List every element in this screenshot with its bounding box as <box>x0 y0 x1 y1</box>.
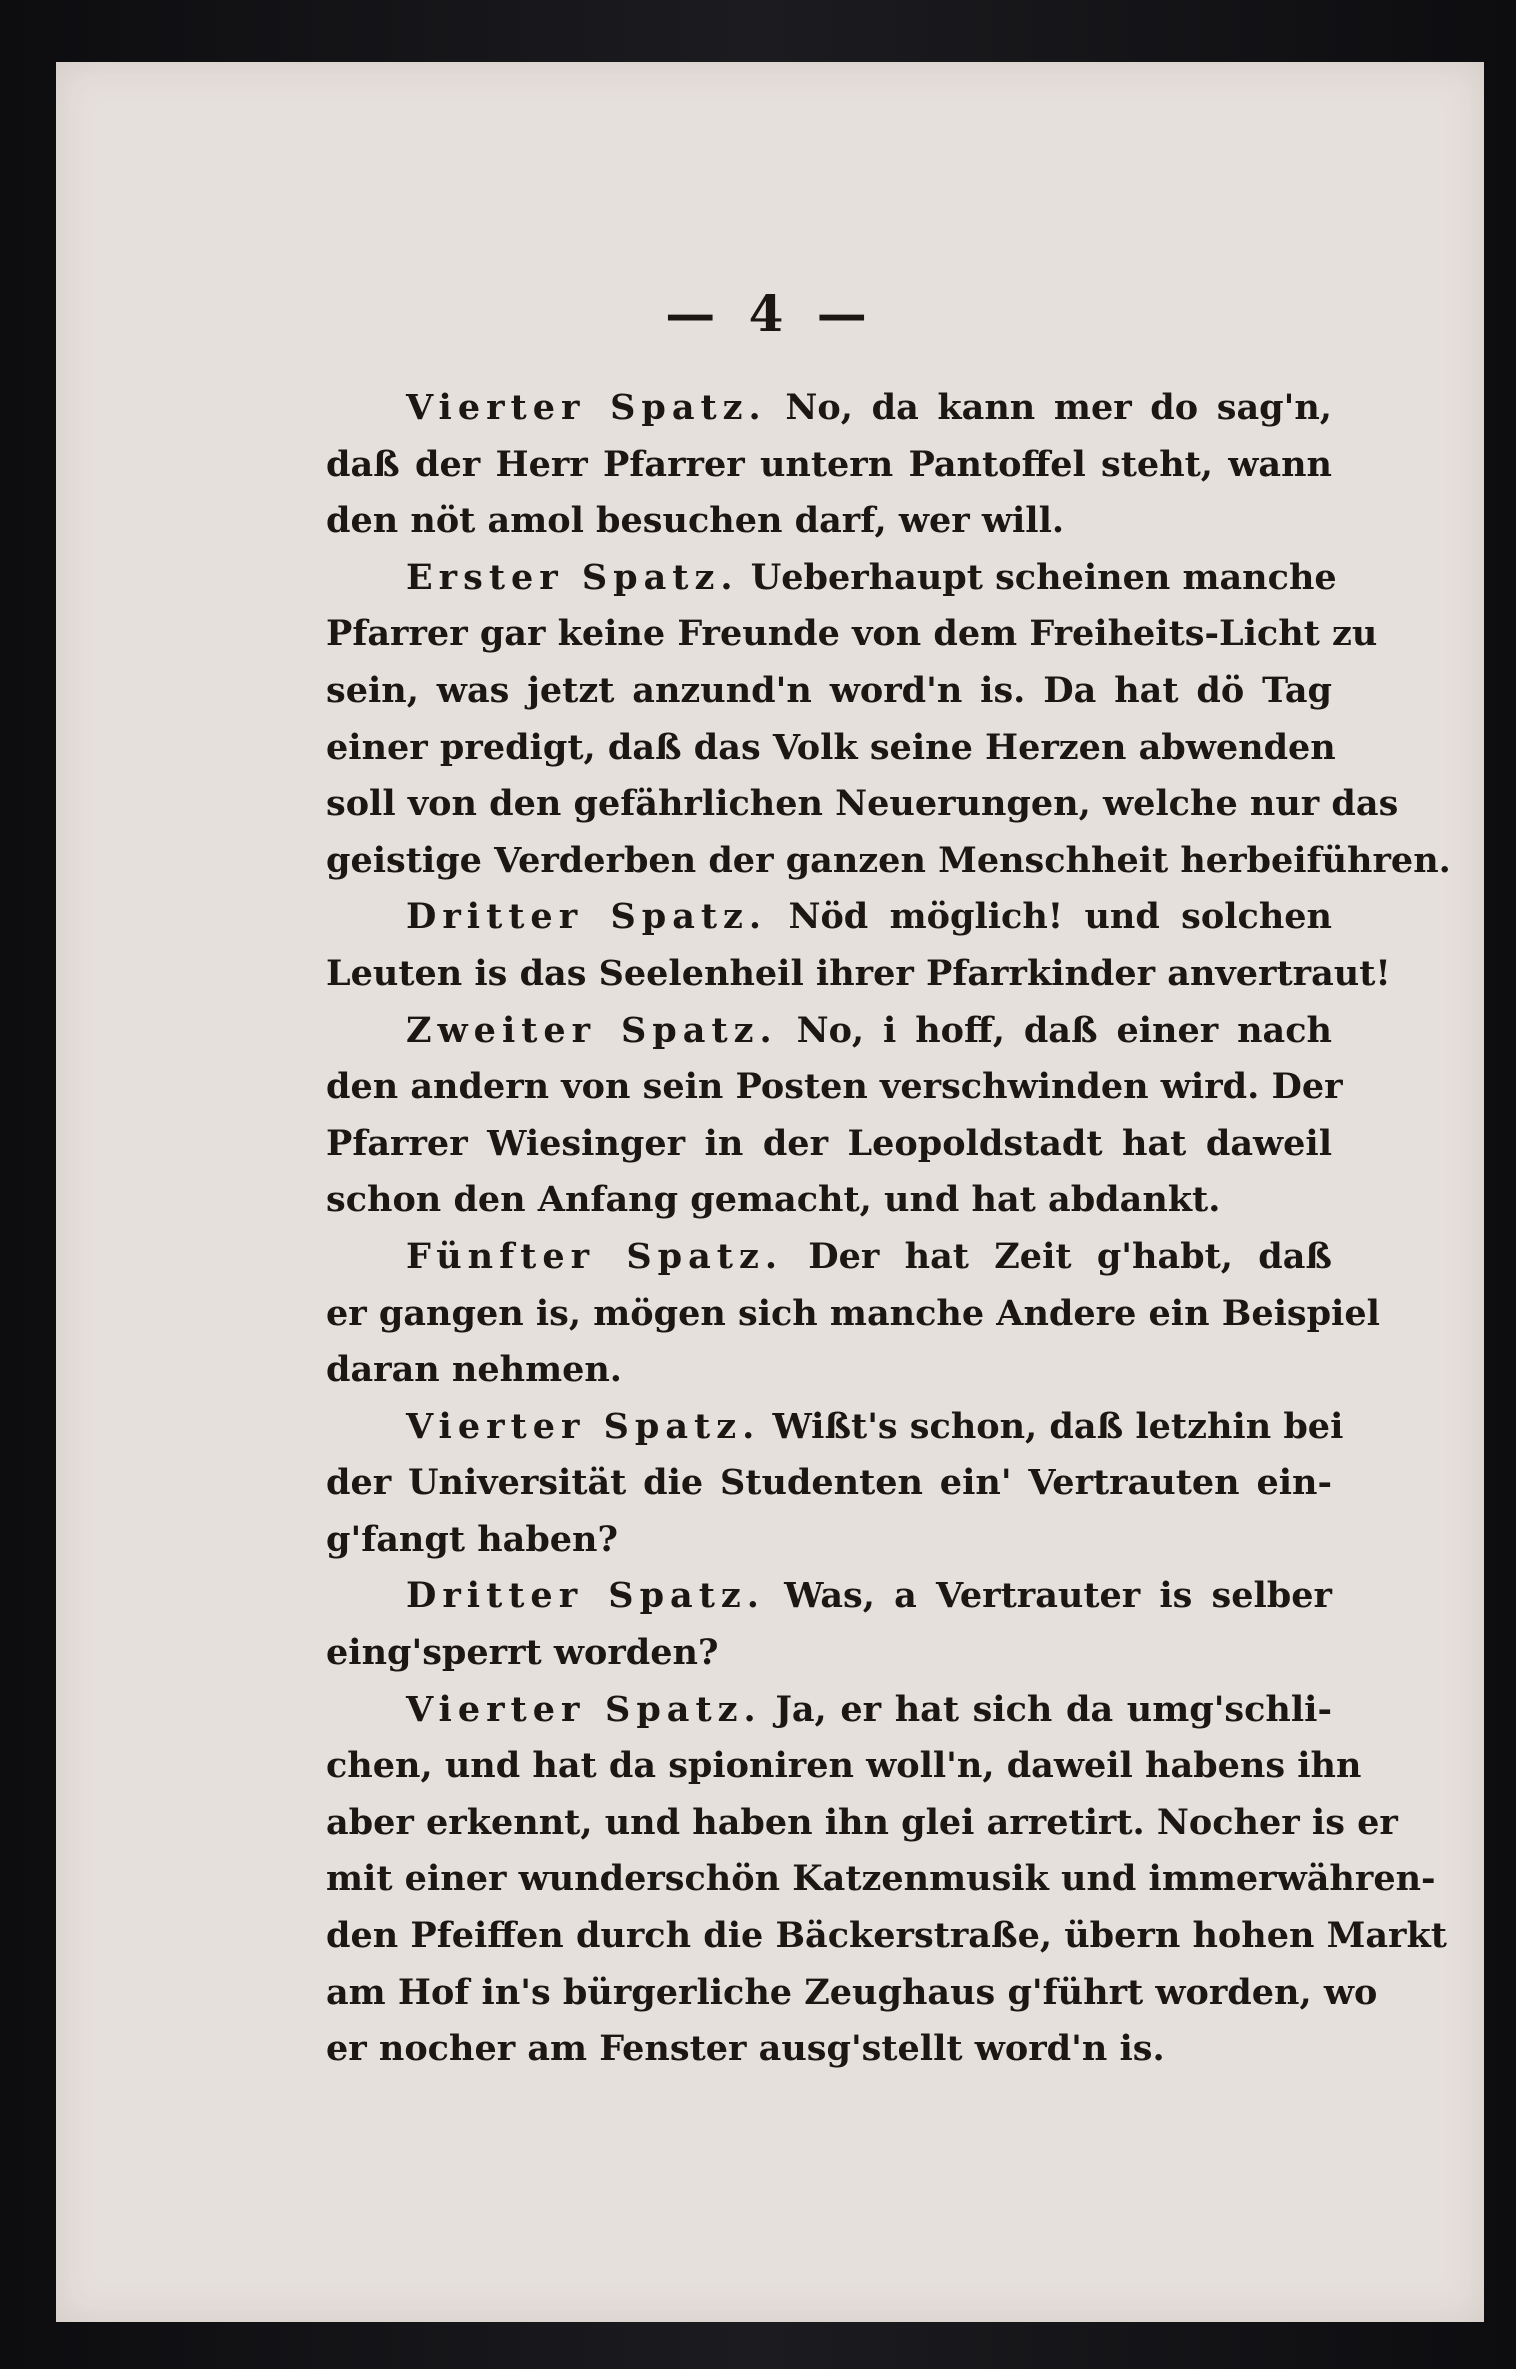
line-text: Ja, er hat sich da umg'schli- <box>761 1688 1332 1730</box>
text-line <box>326 1116 1332 1173</box>
line-text: er nocher am Fenster ausg'stellt word'n is. <box>326 2028 1165 2070</box>
text-line <box>326 720 1336 777</box>
text-line <box>326 1229 1332 1286</box>
line-text: daß der Herr Pfarrer untern Pantoffel steht, wann <box>326 443 1332 485</box>
line-text: daran nehmen. <box>326 1349 622 1391</box>
text-line <box>326 1795 1398 1852</box>
line-text: No, i hoff, daß einer nach <box>777 1009 1332 1051</box>
line-text: Wißt's schon, daß letzhin bei <box>760 1405 1344 1447</box>
speaker-name: Erster Spatz. <box>406 556 739 598</box>
page-number: — 4 — <box>665 284 875 343</box>
line-text: g'fangt haben? <box>326 1518 619 1560</box>
text-line <box>326 1512 1332 1569</box>
text-line <box>326 889 1332 946</box>
text-line <box>326 1172 1332 1229</box>
text-line <box>326 606 1378 663</box>
speaker-name: Dritter Spatz. <box>406 896 768 938</box>
speaker-name: Fünfter Spatz. <box>406 1235 784 1277</box>
line-text: Leuten is das Seelenheil ihrer Pfarrkinder anvertraut! <box>326 952 1391 994</box>
line-text: mit einer wunderschön Katzenmusik und immerwähren- <box>326 1858 1436 1900</box>
line-text: den andern von sein Posten verschwinden wird. Der <box>326 1066 1343 1108</box>
speaker-name: Vierter Spatz. <box>406 1405 761 1447</box>
line-text: Der hat Zeit g'habt, daß <box>783 1235 1332 1277</box>
line-text: den nöt amol besuchen darf, wer will. <box>326 500 1065 542</box>
text-line <box>326 1059 1343 1116</box>
book-page <box>56 62 1484 2322</box>
text-line <box>326 550 1337 607</box>
text-line <box>326 946 1391 1003</box>
line-text: No, da kann mer do sag'n, <box>766 387 1332 428</box>
line-text: eing'sperrt worden? <box>326 1632 719 1674</box>
line-text: Ueberhaupt scheinen manche <box>738 556 1337 598</box>
speaker-name: Vierter Spatz. <box>406 387 767 428</box>
line-text: soll von den gefährlichen Neuerungen, welche nur das <box>326 783 1399 825</box>
text-line <box>326 1003 1332 1060</box>
text-line <box>326 1738 1362 1795</box>
text-line <box>326 1625 1332 1682</box>
line-text: schon den Anfang gemacht, und hat abdankt. <box>326 1179 1221 1221</box>
line-text: chen, und hat da spioniren woll'n, daweil habens ihn <box>326 1745 1362 1787</box>
line-text: geistige Verderben der ganzen Menschheit herbeiführen. <box>326 839 1451 881</box>
line-text: den Pfeiffen durch die Bäckerstraße, übern hohen Markt <box>326 1915 1447 1957</box>
text-line <box>326 1908 1447 1965</box>
line-text: der Universität die Studenten ein' Vertrauten ein- <box>326 1462 1332 1504</box>
line-text: Pfarrer gar keine Freunde von dem Freiheits-Licht zu <box>326 613 1378 655</box>
text-line <box>326 1342 1332 1399</box>
speaker-name: Zweiter Spatz. <box>406 1009 778 1051</box>
line-text: Nöd möglich! und solchen <box>767 896 1332 938</box>
line-text: am Hof in's bürgerliche Zeughaus g'führt worden, wo <box>326 1971 1378 2013</box>
text-line <box>326 380 1332 437</box>
line-text: er gangen is, mögen sich manche Andere ein Beispiel <box>326 1292 1380 1334</box>
text-line <box>326 437 1332 494</box>
line-text: Was, a Vertrauter is selber <box>764 1575 1332 1617</box>
text-line <box>326 493 1332 550</box>
text-line <box>326 1568 1332 1625</box>
text-line <box>326 1399 1344 1456</box>
text-line <box>326 663 1332 720</box>
text-line <box>326 1455 1332 1512</box>
text-line <box>326 1965 1378 2022</box>
speaker-name: Dritter Spatz. <box>406 1575 765 1617</box>
text-line <box>326 1682 1332 1739</box>
speaker-name: Vierter Spatz. <box>406 1688 762 1730</box>
text-line <box>326 833 1451 890</box>
text-line <box>326 2021 1332 2078</box>
line-text: sein, was jetzt anzund'n word'n is. Da hat dö Tag <box>326 669 1332 711</box>
line-text: Pfarrer Wiesinger in der Leopoldstadt hat daweil <box>326 1122 1332 1164</box>
text-line <box>326 1851 1436 1908</box>
text-line <box>326 776 1399 833</box>
line-text: aber erkennt, und haben ihn glei arretirt. Nocher is er <box>326 1801 1398 1843</box>
body-text <box>326 380 1451 2078</box>
text-line <box>326 1286 1380 1343</box>
line-text: einer predigt, daß das Volk seine Herzen abwenden <box>326 726 1336 768</box>
